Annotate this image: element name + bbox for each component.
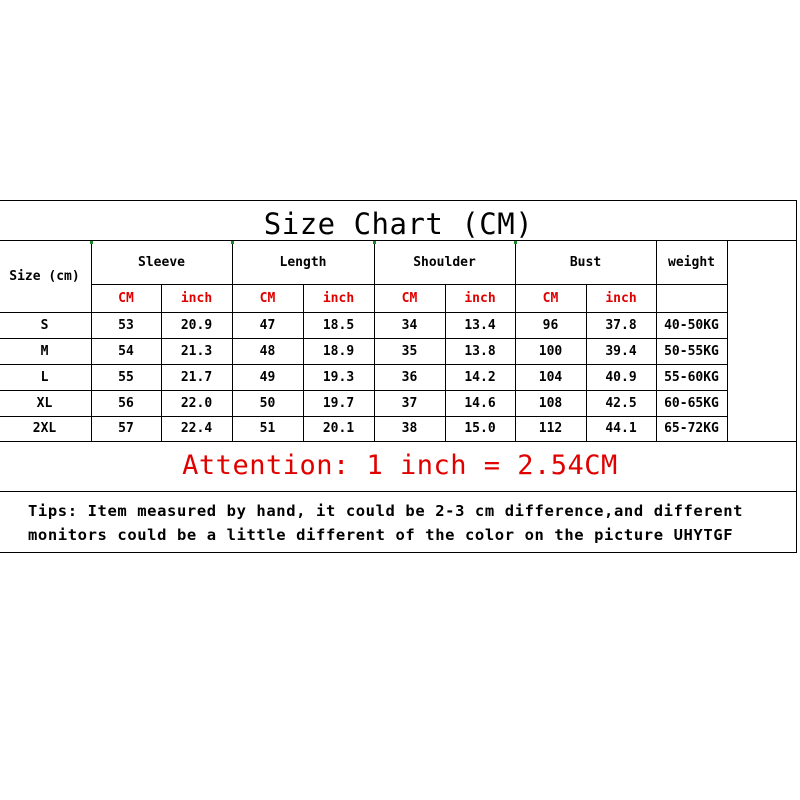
length-cm-unit: CM: [259, 290, 276, 306]
shoulder-cm-unit: CM: [401, 290, 418, 306]
measurement-cell: 104: [538, 369, 563, 385]
length-inch-unit: inch: [322, 290, 355, 306]
size-label: M: [40, 343, 49, 359]
measurement-cell: 54: [118, 343, 134, 359]
measurement-cell: 21.7: [180, 369, 213, 385]
weight-cell: 60-65KG: [664, 395, 719, 411]
tips-text: [28, 499, 798, 547]
measurement-cell: 100: [538, 343, 563, 359]
size-label: 2XL: [32, 421, 57, 436]
measurement-cell: 21.3: [180, 343, 213, 359]
measurement-cell: 37.8: [605, 317, 637, 333]
shoulder-header: Shoulder: [413, 254, 476, 270]
measurement-cell: 39.4: [605, 343, 637, 359]
measurement-cell: 18.9: [322, 343, 355, 359]
measurement-cell: 56: [118, 395, 134, 411]
measurement-cell: 20.1: [322, 421, 355, 436]
measurement-cell: 48: [259, 343, 276, 359]
measurement-cell: 15.0: [464, 421, 496, 436]
measurement-cell: 44.1: [605, 421, 637, 436]
measurement-cell: 13.8: [464, 343, 496, 359]
measurement-cell: 96: [542, 317, 559, 333]
sleeve-header: Sleeve: [138, 254, 185, 270]
measurement-cell: 20.9: [180, 317, 213, 333]
measurement-cell: 34: [401, 317, 418, 333]
measurement-cell: 18.5: [322, 317, 355, 333]
size-column-header: Size (cm): [9, 268, 80, 284]
measurement-cell: 22.0: [180, 395, 213, 411]
size-label: S: [40, 317, 49, 333]
measurement-cell: 47: [259, 317, 276, 333]
measurement-cell: 49: [259, 369, 276, 385]
measurement-cell: 112: [538, 421, 563, 436]
chart-title: Size Chart (CM): [263, 207, 534, 241]
size-label: XL: [36, 395, 53, 411]
measurement-cell: 42.5: [605, 395, 637, 411]
measurement-cell: 38: [401, 421, 418, 436]
length-header: Length: [279, 254, 327, 270]
measurement-cell: 51: [259, 421, 276, 436]
measurement-cell: 35: [401, 343, 418, 359]
column-divider: [727, 240, 728, 441]
attention-note: Attention: 1 inch = 2.54CM: [182, 450, 618, 481]
bust-inch-unit: inch: [605, 290, 637, 306]
measurement-cell: 53: [118, 317, 134, 333]
weight-header: weight: [668, 254, 715, 270]
measurement-cell: 19.3: [322, 369, 355, 385]
measurement-cell: 13.4: [464, 317, 496, 333]
sleeve-cm-unit: CM: [118, 290, 134, 306]
measurement-cell: 22.4: [180, 421, 213, 436]
bust-cm-unit: CM: [542, 290, 559, 306]
measurement-cell: 14.2: [464, 369, 496, 385]
measurement-cell: 14.6: [464, 395, 496, 411]
measurement-cell: 36: [401, 369, 418, 385]
weight-cell: 40-50KG: [664, 317, 719, 333]
sleeve-inch-unit: inch: [180, 290, 213, 306]
shoulder-inch-unit: inch: [464, 290, 496, 306]
weight-cell: 50-55KG: [664, 343, 719, 359]
tips-line-2: monitors could be a little different of the color on the picture UHYTGF: [28, 526, 734, 544]
size-label: L: [40, 369, 49, 385]
weight-cell: 65-72KG: [664, 421, 719, 436]
row-divider: [0, 491, 797, 492]
bust-header: Bust: [569, 254, 602, 270]
measurement-cell: 50: [259, 395, 276, 411]
measurement-cell: 40.9: [605, 369, 637, 385]
measurement-cell: 55: [118, 369, 134, 385]
measurement-cell: 108: [538, 395, 563, 411]
tips-line-1: Tips: Item measured by hand, it could be 2-3 cm difference,and different: [28, 502, 744, 520]
measurement-cell: 57: [118, 421, 134, 436]
weight-cell: 55-60KG: [664, 369, 719, 385]
measurement-cell: 19.7: [322, 395, 355, 411]
measurement-cell: 37: [401, 395, 418, 411]
